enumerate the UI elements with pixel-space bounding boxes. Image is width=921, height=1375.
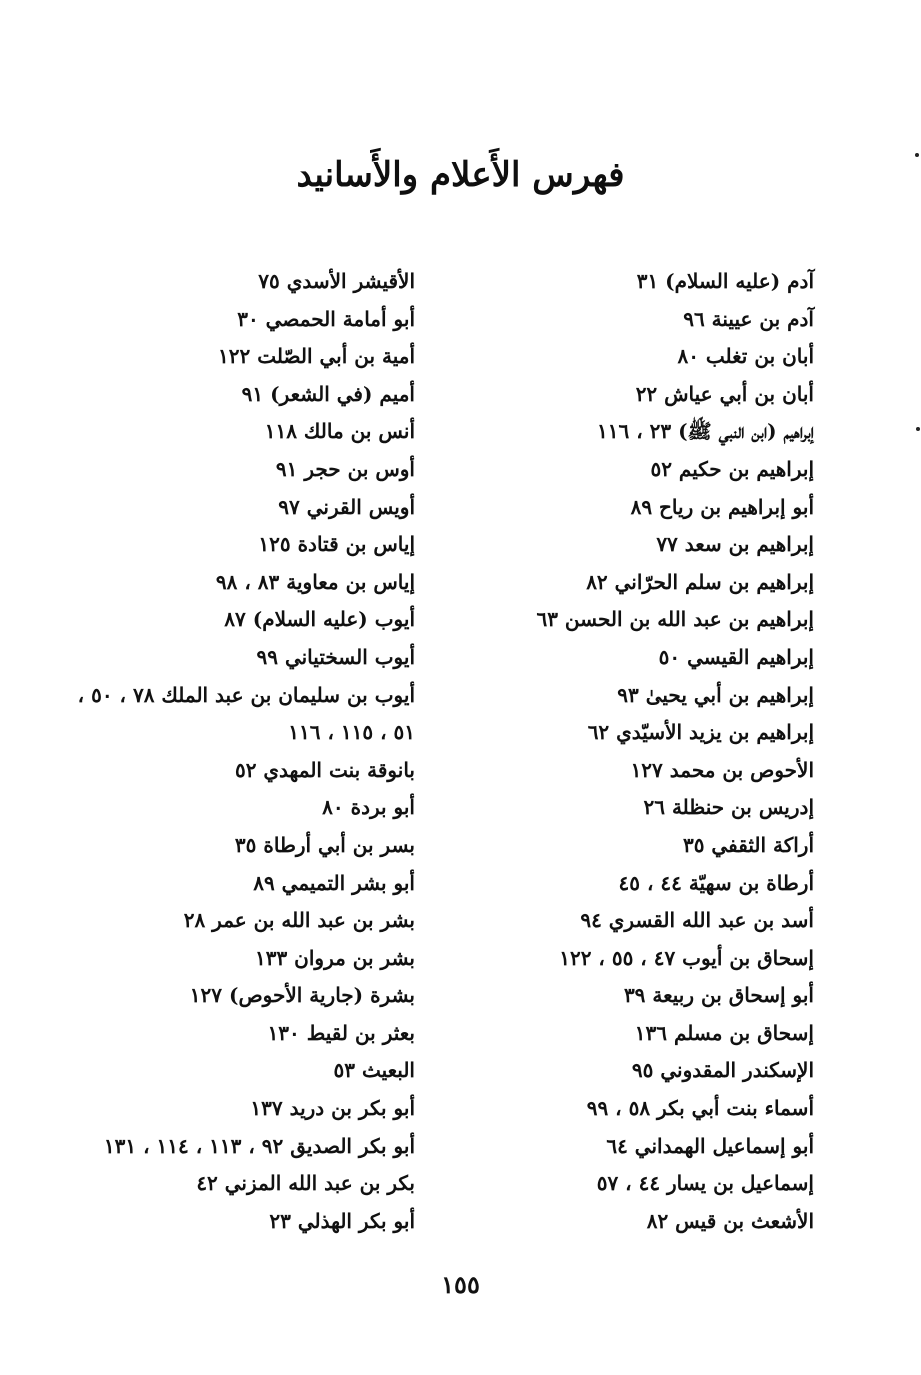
index-column-left	[77, 263, 415, 1240]
index-entry: إسحاق بن مسلم ١٣٦	[634, 1020, 814, 1045]
index-entry: إبراهيم بن أبي يحيىٰ ٩٣	[617, 682, 814, 707]
index-entry: أنس بن مالك ١١٨	[264, 419, 415, 444]
index-entry: آدم (عليه السلام) ٣١	[636, 269, 814, 293]
index-entry: أبو بردة ٨٠	[322, 795, 415, 820]
index-entry: أراكة الثقفي ٣٥	[682, 832, 814, 857]
index-entry: إبراهيم بن سلم الحرّاني ٨٢	[586, 569, 814, 594]
index-entry: بشر بن مروان ١٣٣	[254, 945, 415, 970]
index-entry: ٥١ ، ١١٥ ، ١١٦	[288, 720, 415, 745]
index-entry: أبو بشر التميمي ٨٩	[253, 870, 415, 895]
index-entry: بشر بن عبد الله بن عمر ٢٨	[183, 908, 415, 933]
index-entry: الأقيشر الأسدي ٧٥	[258, 269, 415, 293]
index-entry: أيوب (عليه السلام) ٨٧	[224, 607, 415, 632]
index-entry: أبو إبراهيم بن رياح ٨٩	[630, 494, 814, 519]
index-entry: بعثر بن لقيط ١٣٠	[267, 1020, 415, 1045]
index-entry: إبراهيم بن حكيم ٥٢	[650, 456, 814, 481]
page-number: ١٥٥	[441, 1270, 480, 1299]
index-entry: أبان بن تغلب ٨٠	[677, 344, 814, 369]
page-title: فهرس الأَعلام والأَسانيد	[296, 154, 625, 195]
index-entry: أبو أمامة الحمصي ٣٠	[237, 306, 415, 331]
margin-mark	[916, 427, 920, 431]
index-entry: البعيث ٥٣	[333, 1058, 415, 1083]
index-entry: إياس بن قتادة ١٢٥	[258, 532, 415, 557]
index-entry: أسد بن عبد الله القسري ٩٤	[580, 908, 814, 933]
index-entry: أميم (في الشعر) ٩١	[241, 381, 415, 406]
index-entry: إسحاق بن أيوب ٤٧ ، ٥٥ ، ١٢٢	[559, 945, 814, 970]
index-entry: إبراهيم بن عبد الله بن الحسن ٦٣	[536, 607, 814, 632]
index-entry: إبراهيم (ابن النبي ﷺ) ٢٣ ، ١١٦	[597, 419, 814, 444]
index-entry: أرطاة بن سهيّة ٤٤ ، ٤٥	[618, 870, 814, 895]
index-entry: أسماء بنت أبي بكر ٥٨ ، ٩٩	[586, 1096, 814, 1121]
index-entry: أبو إسماعيل الهمداني ٦٤	[606, 1133, 814, 1158]
index-entry: الإسكندر المقدوني ٩٥	[631, 1058, 814, 1083]
index-entry: بسر بن أبي أرطاة ٣٥	[234, 832, 415, 857]
index-entry: أمية بن أبي الصّلت ١٢٢	[218, 344, 415, 369]
index-entry: أيوب السختياني ٩٩	[256, 644, 415, 669]
index-entry: إبراهيم بن سعد ٧٧	[656, 532, 814, 557]
index-entry: بكر بن عبد الله المزني ٤٢	[196, 1171, 415, 1196]
index-entry: أبو إسحاق بن ربيعة ٣٩	[623, 983, 814, 1008]
index-entry: أبان بن أبي عياش ٢٢	[635, 381, 814, 406]
index-entry: أبو بكر بن دريد ١٣٧	[250, 1096, 415, 1121]
index-entry: أبو بكر الصديق ٩٢ ، ١١٣ ، ١١٤ ، ١٣١	[103, 1133, 415, 1158]
index-entry: الأشعث بن قيس ٨٢	[646, 1208, 814, 1233]
index-entry: إبراهيم بن يزيد الأسيّدي ٦٢	[587, 720, 814, 745]
index-entry: الأحوص بن محمد ١٢٧	[630, 757, 814, 782]
index-entry: أبو بكر الهذلي ٢٣	[269, 1208, 415, 1233]
index-column-right	[514, 263, 814, 1240]
index-entry: أويس القرني ٩٧	[278, 494, 415, 519]
index-entry: آدم بن عيينة ٩٦	[683, 306, 814, 331]
index-entry: إياس بن معاوية ٨٣ ، ٩٨	[215, 569, 415, 594]
index-entry: إبراهيم القيسي ٥٠	[658, 644, 814, 669]
index-entry: بانوقة بنت المهدي ٥٢	[234, 757, 415, 782]
index-entry: أوس بن حجر ٩١	[275, 456, 415, 481]
index-entry: بشرة (جارية الأحوص) ١٢٧	[189, 983, 415, 1008]
index-entry: إدريس بن حنظلة ٢٦	[643, 795, 814, 820]
index-entry: إسماعيل بن يسار ٤٤ ، ٥٧	[596, 1171, 814, 1196]
index-entry: أيوب بن سليمان بن عبد الملك ٧٨ ، ٥٠ ،	[77, 682, 415, 707]
